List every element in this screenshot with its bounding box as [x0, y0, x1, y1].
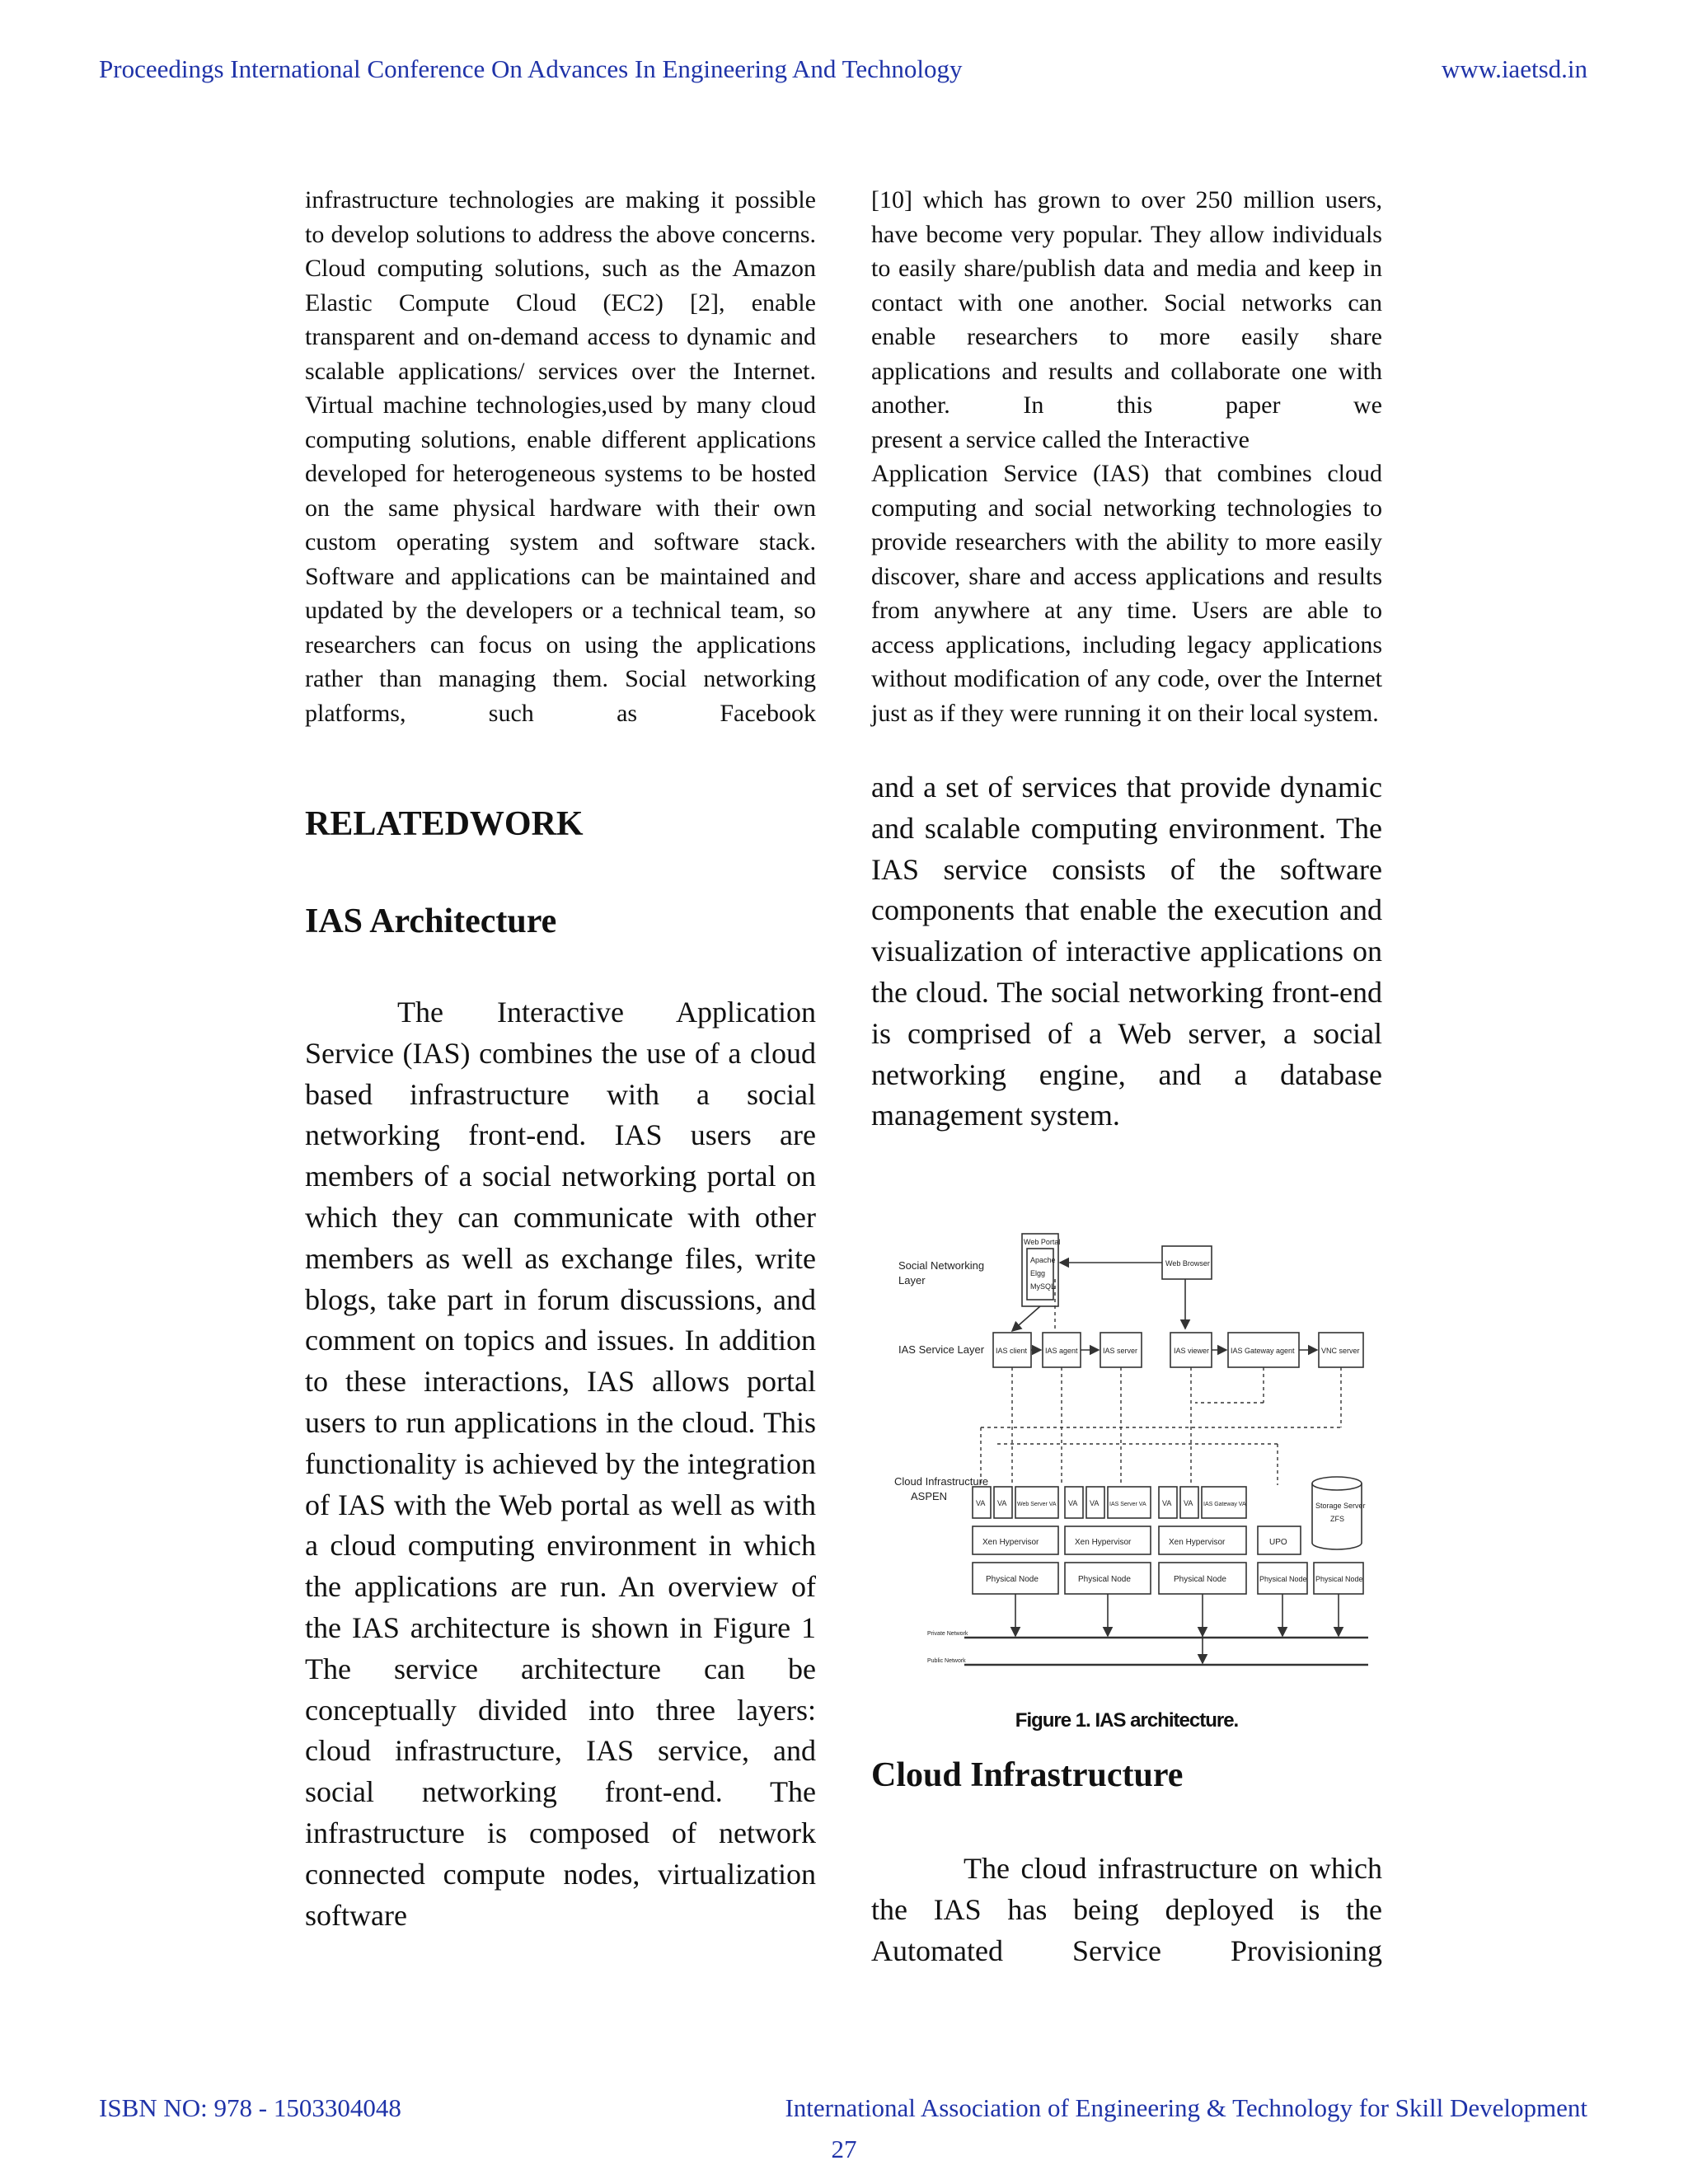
label-zfs: ZFS [1330, 1515, 1344, 1523]
label-va: VA [1184, 1499, 1193, 1507]
heading-related-work: RELATEDWORK [305, 805, 584, 843]
label-ias-agent: IAS agent [1045, 1347, 1078, 1355]
label-physical-4: Physical Node [1259, 1575, 1307, 1583]
label-xen-2: Xen Hypervisor [1075, 1538, 1132, 1547]
figure-caption: Figure 1. IAS architecture. [1015, 1709, 1239, 1732]
label-apache: Apache [1030, 1256, 1056, 1264]
label-va: VA [976, 1499, 986, 1507]
label-web-server-va: Web Server VA [1017, 1502, 1057, 1507]
label-ias-client: IAS client [996, 1347, 1028, 1355]
heading-ias-architecture: IAS Architecture [305, 902, 557, 940]
label-web-browser: Web Browser [1165, 1259, 1210, 1268]
label-physical-2: Physical Node [1078, 1575, 1131, 1584]
label-social-layer-2: Layer [898, 1274, 926, 1286]
label-public-network: Public Network [927, 1658, 966, 1664]
label-va: VA [1090, 1499, 1100, 1507]
footer-isbn: ISBN NO: 978 - 1503304048 [99, 2093, 401, 2122]
label-physical-3: Physical Node [1174, 1575, 1226, 1584]
label-ias-gateway-agent: IAS Gateway agent [1231, 1347, 1295, 1355]
label-physical-1: Physical Node [986, 1575, 1039, 1584]
label-social-layer-1: Social Networking [898, 1259, 985, 1272]
label-xen-3: Xen Hypervisor [1169, 1538, 1226, 1547]
col2-top-part-a: [10] which has grown to over 250 million users, have become very popular. They allow individuals to easily share/publish data and media and keep in contact with one another. Social networks can enable researchers to more easily share applications and results and collaborate one with another. In this paper we [871, 186, 1382, 419]
label-cloud-layer-2: ASPEN [911, 1490, 948, 1502]
col2-continuation-paragraph: and a set of services that provide dynamic and scalable computing environment. The IAS service consists of the software components that enable the execution and visualization of interactive applications on the cloud. The social networking front-end is comprised of a Web server, a social networking engine, and a database management system. [871, 771, 1382, 1132]
label-physical-5: Physical Node [1315, 1575, 1363, 1583]
label-cloud-layer-1: Cloud Infrastructure [894, 1475, 989, 1488]
label-elgg: Elgg [1030, 1269, 1046, 1277]
label-xen-1: Xen Hypervisor [982, 1538, 1039, 1547]
col2-top-part-c: Application Service (IAS) that combines cloud computing and social networking technologies to provide researchers with the ability to more easily discover, share and access applications and results from anywhere at any time. Users are able to access applications, including legacy applications without modification of any code, over the Internet just as if they were running it on their local system. [871, 460, 1382, 727]
label-ias-server-va: IAS Server VA [1109, 1502, 1146, 1507]
label-vnc-server: VNC server [1321, 1347, 1360, 1355]
label-private-network: Private Network [927, 1631, 968, 1637]
heading-cloud-infrastructure: Cloud Infrastructure [871, 1756, 1184, 1794]
ias-architecture-diagram [890, 1221, 1376, 1683]
label-va: VA [1068, 1499, 1078, 1507]
col1-top-paragraph: infrastructure technologies are making it possible to develop solutions to address the above concerns. Cloud computing solutions, such as the Amazon Elastic Compute Cloud (EC2) [2], enable transparent and on-demand access to dynamic and scalable applications/ services over the Internet. Virtual machine technologies,used by many cloud computing solutions, enable different applications developed for heterogeneous systems to be hosted on the same physical hardware with their own custom operating system and software stack. Software and applications can be maintained and updated by the developers or a technical team, so researchers can focus on using the applications rather than managing them. Social networking platforms, such as Facebook [305, 186, 816, 727]
label-ias-viewer: IAS viewer [1174, 1347, 1210, 1355]
label-storage-server: Storage Server [1315, 1502, 1366, 1510]
footer-organization: International Association of Engineering & Technology for Skill Development [785, 2093, 1587, 2122]
page-number: 27 [831, 2135, 857, 2163]
header-website: www.iaetsd.in [1441, 54, 1587, 83]
label-web-portal: Web Portal [1024, 1238, 1061, 1246]
col2-top-part-b: present a service called the Interactive [871, 425, 1250, 453]
col1-ias-architecture-paragraph: The Interactive Application Service (IAS) combines the use of a cloud based infrastructure with a social networking front-end. IAS users are members of a social networking portal on which they can communicate with other members as well as exchange files, write blogs, take part in forum discussions, and comment on topics and issues. In addition to these interactions, IAS allows portal users to run applications in the cloud. This functionality is achieved by the integration of IAS with the Web portal as well as with a cloud computing environment in which the applications are run. An overview of the IAS architecture is shown in Figure 1 The service architecture can be conceptually divided into three layers: cloud infrastructure, IAS service, and social networking front-end. The infrastructure is composed of network connected compute nodes, virtualization software [305, 996, 816, 1932]
header-conference-title: Proceedings International Conference On Advances In Engineering And Technology [99, 54, 963, 83]
label-ias-server: IAS server [1103, 1347, 1138, 1355]
label-ias-gateway-va: IAS Gateway VA [1203, 1502, 1246, 1507]
figure-ias-architecture [890, 1221, 1376, 1683]
label-va: VA [997, 1499, 1007, 1507]
col2-cloud-infrastructure-paragraph: The cloud infrastructure on which the IAS has being deployed is the Automated Service Provisioning [871, 1852, 1382, 1967]
label-mysql: MySQL [1030, 1282, 1056, 1291]
label-va: VA [1162, 1499, 1172, 1507]
label-upo: UPO [1269, 1538, 1287, 1547]
label-ias-layer: IAS Service Layer [898, 1343, 985, 1356]
col2-top-paragraph [871, 183, 1382, 730]
